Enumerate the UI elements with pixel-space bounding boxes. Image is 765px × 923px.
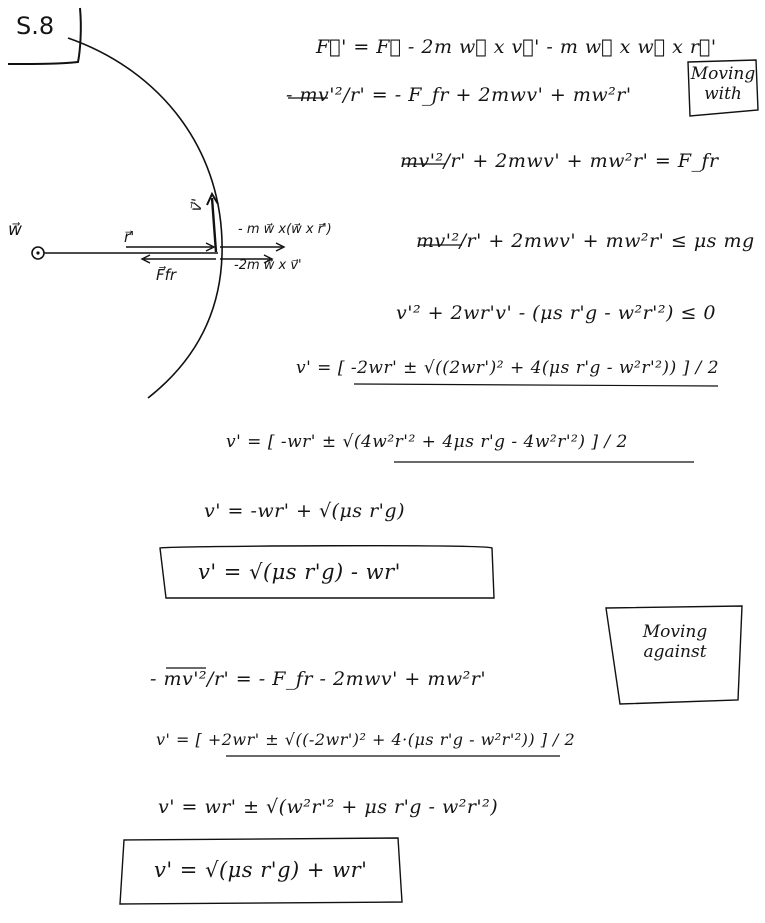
result-with: v' = √(μs r'g) - wr' [198, 560, 401, 584]
velocity-arrow [212, 198, 216, 252]
eq-with-5: v'² + 2wr'v' - (μs r'g - w²r'²) ≤ 0 [396, 302, 717, 324]
note-against-line2: against [643, 642, 707, 662]
friction-label: F⃗fr [156, 266, 177, 284]
note-moving-against [620, 622, 730, 662]
velocity-label: v⃗' [186, 197, 207, 213]
eq-with-3: mv'²/r' + 2mwv' + mw²r' = F_fr [400, 150, 719, 172]
eq-against-3: v' = wr' ± √(w²r'² + μs r'g - w²r'²) [158, 796, 499, 818]
centrifugal-label: - m w⃗ x(w⃗ x r⃗') [238, 222, 332, 237]
note-moving-with [690, 64, 756, 104]
problem-number: S.8 [16, 12, 55, 40]
eq-against-1: - mv'²/r' = - F_fr - 2mwv' + mw²r' [150, 668, 487, 690]
eq-against-2: v' = [ +2wr' ± √((-2wr')² + 4·(μs r'g - w²r'²)) ] / 2 [156, 730, 576, 749]
coriolis-label: -2m w⃗ x v⃗' [234, 258, 302, 273]
position-label: r⃗' [124, 228, 135, 246]
eq-with-2: - mv'²/r' = - F_fr + 2mwv' + mw²r' [286, 84, 632, 106]
note-with-line2: with [704, 84, 742, 104]
eq-with-8: v' = -wr' + √(μs r'g) [204, 500, 405, 522]
eq-with-6: v' = [ -2wr' ± √((2wr')² + 4(μs r'g - w²r'²)) ] / 2 [296, 358, 720, 378]
eq-with-4: mv'²/r' + 2mwv' + mw²r' ≤ μs mg [416, 230, 755, 252]
eq-with-1: F⃗' = F⃗ - 2m w⃗ x v⃗' - m w⃗ x w⃗ x r⃗' [316, 36, 717, 58]
omega-label: w⃗ [8, 220, 22, 240]
result-against: v' = √(μs r'g) + wr' [154, 858, 368, 882]
note-against-line1: Moving [642, 622, 708, 642]
note-with-line1: Moving [690, 64, 756, 84]
eq-with-7: v' = [ -wr' ± √(4w²r'² + 4μs r'g - 4w²r'²) ] / 2 [226, 432, 628, 452]
circular-path-arc [68, 38, 222, 398]
